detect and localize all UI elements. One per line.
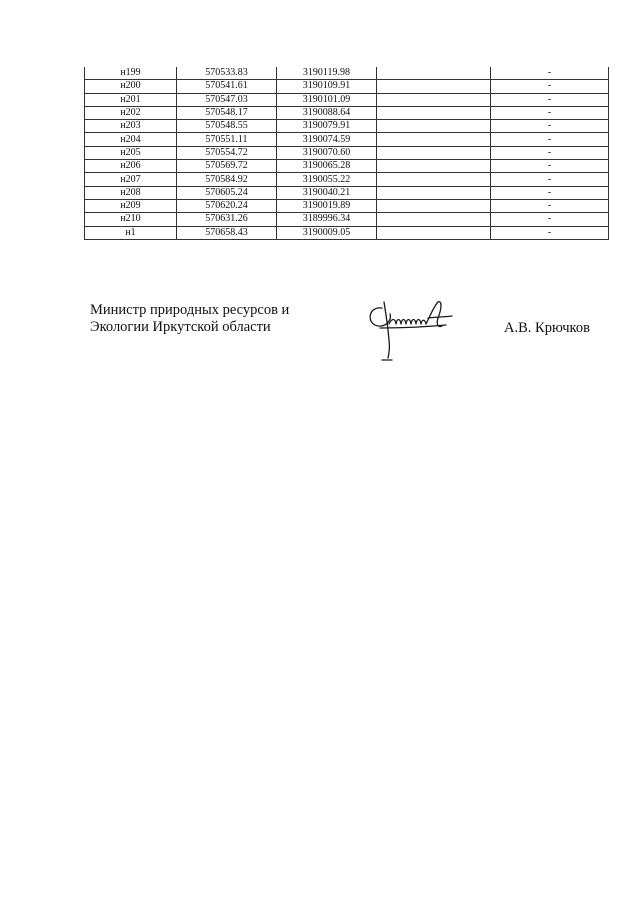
table-row [85,173,609,186]
note-cell [377,93,491,106]
signature-block [90,302,610,382]
value-cell: - [491,106,609,119]
table-row [85,186,609,199]
point-id-cell: н200 [85,80,177,93]
note-cell [377,80,491,93]
y-coordinate-cell: 3190040.21 [277,186,377,199]
y-coordinate-cell: 3190055.22 [277,173,377,186]
table-row [85,160,609,173]
x-coordinate-cell: 570620.24 [177,199,277,212]
coordinates-table [84,67,609,240]
note-cell [377,173,491,186]
note-cell [377,213,491,226]
x-coordinate-cell: 570605.24 [177,186,277,199]
point-id-cell: н202 [85,106,177,119]
x-coordinate-cell: 570547.03 [177,93,277,106]
x-coordinate-cell: 570658.43 [177,226,277,239]
note-cell [377,67,491,80]
y-coordinate-cell: 3190088.64 [277,106,377,119]
note-cell [377,106,491,119]
signer-title-line-1: Министр природных ресурсов и [90,302,290,318]
value-cell: - [491,186,609,199]
point-id-cell: н210 [85,213,177,226]
note-cell [377,199,491,212]
table-row [85,80,609,93]
x-coordinate-cell: 570548.17 [177,106,277,119]
note-cell [377,133,491,146]
y-coordinate-cell: 3190070.60 [277,146,377,159]
signer-title [90,302,289,336]
x-coordinate-cell: 570541.61 [177,80,277,93]
y-coordinate-cell: 3190109.91 [277,80,377,93]
y-coordinate-cell: 3190065.28 [277,160,377,173]
handwritten-signature [362,294,462,366]
y-coordinate-cell: 3189996.34 [277,213,377,226]
x-coordinate-cell: 570548.55 [177,120,277,133]
table-row [85,120,609,133]
x-coordinate-cell: 570533.83 [177,67,277,80]
value-cell: - [491,133,609,146]
value-cell: - [491,120,609,133]
note-cell [377,160,491,173]
point-id-cell: н208 [85,186,177,199]
point-id-cell: н209 [85,199,177,212]
table-row [85,106,609,119]
y-coordinate-cell: 3190009.05 [277,226,377,239]
x-coordinate-cell: 570551.11 [177,133,277,146]
table-row [85,199,609,212]
x-coordinate-cell: 570584.92 [177,173,277,186]
note-cell [377,186,491,199]
note-cell [377,226,491,239]
value-cell: - [491,146,609,159]
value-cell: - [491,199,609,212]
point-id-cell: н203 [85,120,177,133]
y-coordinate-cell: 3190074.59 [277,133,377,146]
note-cell [377,146,491,159]
coordinates-table-body [85,67,609,239]
signer-name: А.В. Крючков [504,320,590,336]
point-id-cell: н1 [85,226,177,239]
table-row [85,226,609,239]
point-id-cell: н207 [85,173,177,186]
y-coordinate-cell: 3190079.91 [277,120,377,133]
value-cell: - [491,93,609,106]
value-cell: - [491,80,609,93]
y-coordinate-cell: 3190019.89 [277,199,377,212]
point-id-cell: н205 [85,146,177,159]
y-coordinate-cell: 3190119.98 [277,67,377,80]
point-id-cell: н201 [85,93,177,106]
table-row [85,93,609,106]
note-cell [377,120,491,133]
point-id-cell: н206 [85,160,177,173]
y-coordinate-cell: 3190101.09 [277,93,377,106]
x-coordinate-cell: 570569.72 [177,160,277,173]
signer-title-line-2: Экологии Иркутской области [90,319,271,335]
x-coordinate-cell: 570631.26 [177,213,277,226]
value-cell: - [491,67,609,80]
point-id-cell: н204 [85,133,177,146]
point-id-cell: н199 [85,67,177,80]
table-row [85,213,609,226]
table-row [85,133,609,146]
value-cell: - [491,160,609,173]
value-cell: - [491,213,609,226]
x-coordinate-cell: 570554.72 [177,146,277,159]
table-row [85,146,609,159]
table-row [85,67,609,80]
value-cell: - [491,173,609,186]
value-cell: - [491,226,609,239]
